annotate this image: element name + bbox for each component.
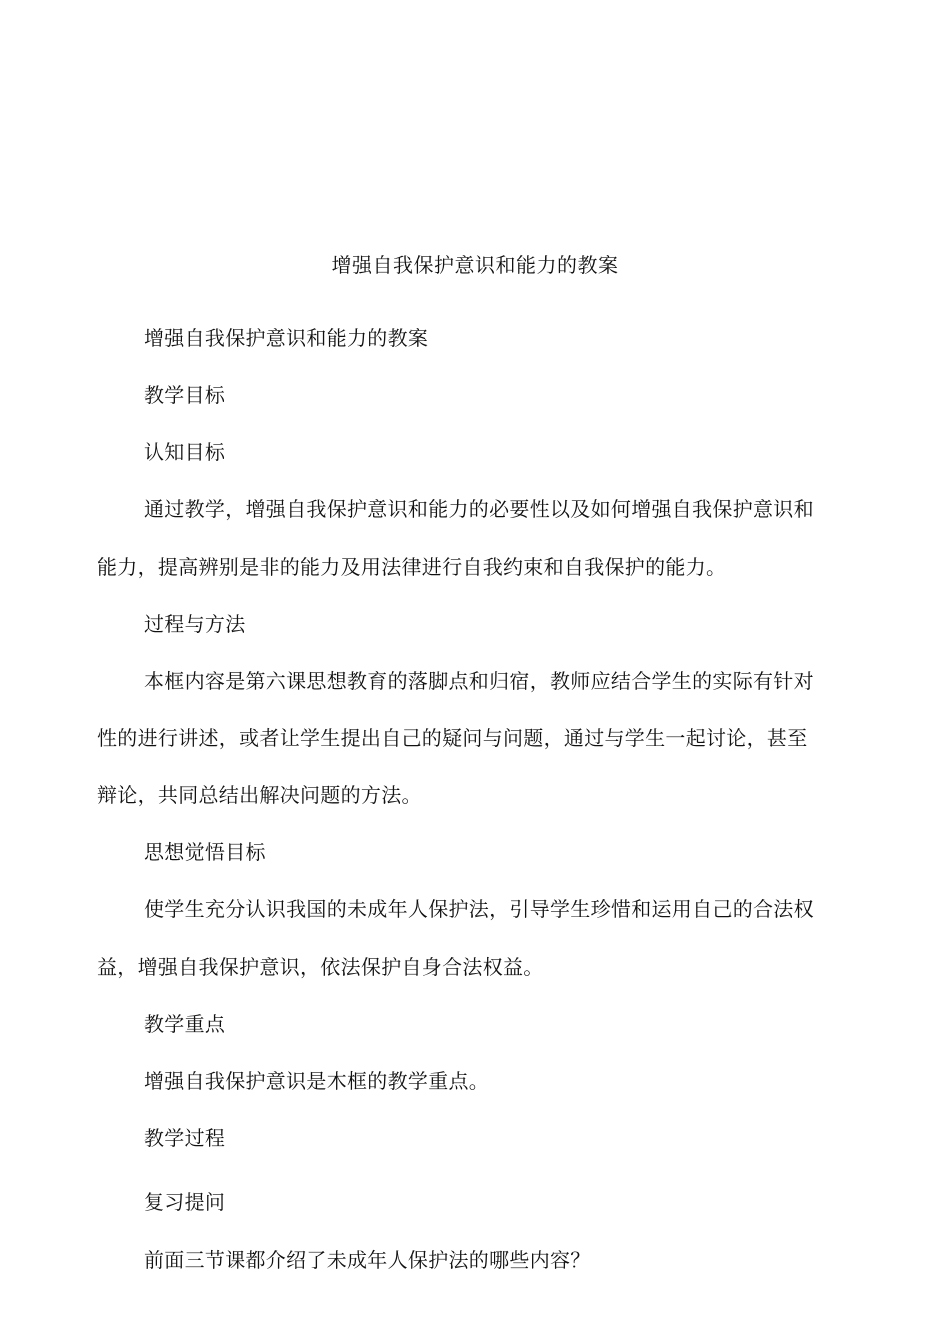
awareness-text-line2: 益，增强自我保护意识，依法保护自身合法权益。 bbox=[97, 955, 544, 979]
cognitive-text-line2: 能力，提高辨别是非的能力及用法律进行自我约束和自我保护的能力。 bbox=[97, 555, 727, 579]
process-text-line3: 辩论，共同总结出解决问题的方法。 bbox=[97, 783, 422, 807]
cognitive-heading: 认知目标 bbox=[144, 440, 226, 464]
process-heading: 过程与方法 bbox=[144, 612, 246, 636]
process-text-line1: 本框内容是第六课思想教育的落脚点和归宿，教师应结合学生的实际有针对 bbox=[144, 669, 814, 693]
awareness-heading: 思想觉悟目标 bbox=[144, 840, 266, 864]
document-title: 增强自我保护意识和能力的教案 bbox=[331, 253, 619, 277]
cognitive-text-line1: 通过教学，增强自我保护意识和能力的必要性以及如何增强自我保护意识和 bbox=[144, 497, 814, 521]
review-question: 前面三节课都介绍了未成年人保护法的哪些内容？ bbox=[144, 1248, 591, 1272]
goals-heading: 教学目标 bbox=[144, 383, 226, 407]
key-point-text: 增强自我保护意识是木框的教学重点。 bbox=[144, 1069, 490, 1093]
document-subtitle: 增强自我保护意识和能力的教案 bbox=[144, 326, 429, 350]
process-text-line2: 性的进行讲述，或者让学生提出自己的疑问与问题，通过与学生一起讨论，甚至 bbox=[97, 726, 808, 750]
awareness-text-line1: 使学生充分认识我国的未成年人保护法，引导学生珍惜和运用自己的合法权 bbox=[144, 897, 814, 921]
review-heading: 复习提问 bbox=[144, 1190, 226, 1214]
procedure-heading: 教学过程 bbox=[144, 1126, 226, 1150]
key-point-heading: 教学重点 bbox=[144, 1012, 226, 1036]
